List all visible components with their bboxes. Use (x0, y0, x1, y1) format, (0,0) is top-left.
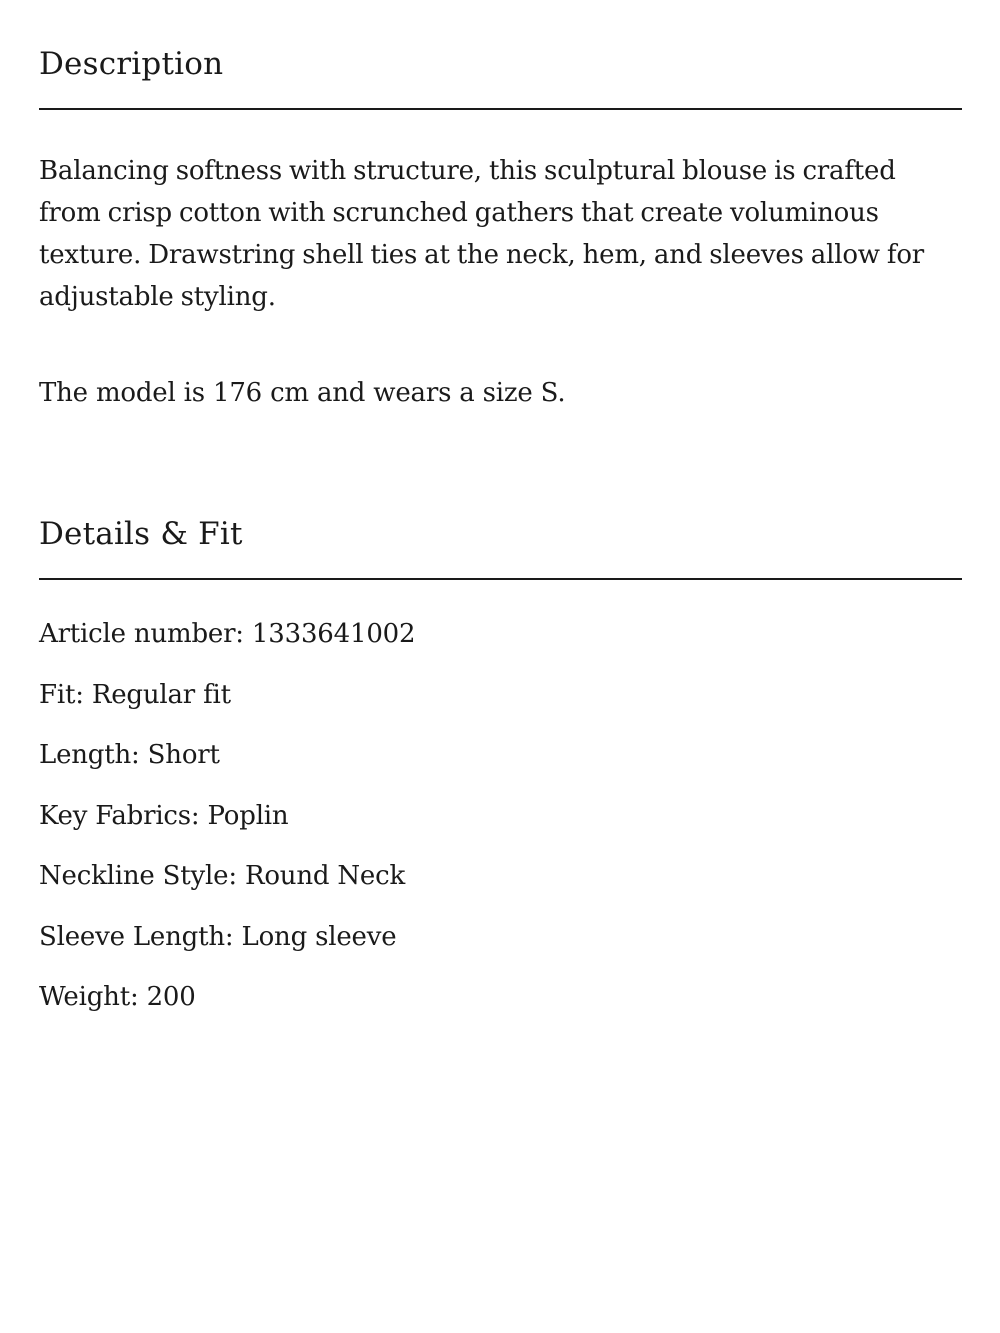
detail-sleeve-length: Sleeve Length: Long sleeve (39, 921, 397, 952)
detail-article-number: Article number: 1333641002 (39, 619, 416, 649)
detail-length: Length: Short (39, 740, 220, 770)
detail-neckline-style: Neckline Style: Round Neck (39, 861, 406, 891)
description-section (39, 0, 962, 414)
model-size-note: The model is 176 cm and wears a size S. (39, 378, 566, 408)
description-text: Balancing softness with structure, this sculptural blouse is crafted from crisp cotton with scrunched gathers that create voluminous texture. Drawstring shell ties at the neck, hem, and sleeves allow for adjustable styling. (39, 156, 925, 312)
details-fit-section (39, 514, 962, 1038)
details-list (39, 614, 962, 1038)
description-title: Description (39, 46, 224, 82)
detail-key-fabrics: Key Fabrics: Poplin (39, 800, 289, 831)
details-fit-divider (39, 578, 962, 580)
detail-fit: Fit: Regular fit (39, 679, 231, 710)
description-divider (39, 108, 962, 110)
details-fit-title: Details & Fit (39, 516, 243, 552)
detail-weight: Weight: 200 (39, 982, 196, 1012)
